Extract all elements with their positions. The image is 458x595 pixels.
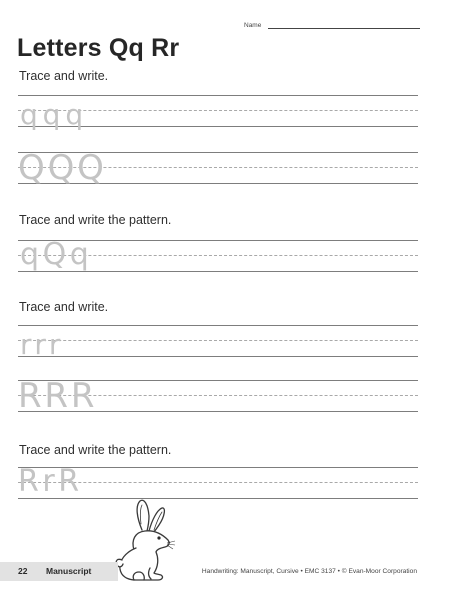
- instruction-3: Trace and write.: [19, 300, 109, 314]
- trace-letters-r-upper: R R R: [18, 376, 91, 416]
- publisher-credit: Handwriting: Manuscript, Cursive • EMC 3137 • © Evan-Moor Corporation: [201, 568, 417, 575]
- name-line[interactable]: [268, 28, 420, 29]
- section-label: Manuscript: [46, 566, 92, 576]
- name-field[interactable]: [244, 22, 420, 32]
- page-number: 22: [18, 566, 28, 576]
- trace-letters-q-lower: q q q: [20, 98, 82, 131]
- writing-row-6[interactable]: [18, 464, 418, 499]
- writing-row-1[interactable]: [18, 95, 418, 131]
- writing-row-3[interactable]: [18, 237, 418, 272]
- instruction-1: Trace and write.: [19, 69, 109, 83]
- page-title: Letters Qq Rr: [17, 34, 180, 62]
- name-label: Name: [244, 22, 262, 29]
- trace-letters-q-upper: Q Q Q: [18, 148, 100, 188]
- writing-row-4[interactable]: [18, 325, 418, 361]
- writing-row-5[interactable]: [18, 376, 418, 416]
- instruction-2: Trace and write the pattern.: [19, 213, 172, 227]
- trace-pattern-r: R r R: [18, 464, 77, 499]
- page-footer: [0, 562, 458, 584]
- trace-letters-r-lower: r r r: [20, 328, 58, 361]
- instruction-4: Trace and write the pattern.: [19, 443, 172, 457]
- trace-pattern-q: q Q q: [20, 237, 86, 272]
- writing-row-2[interactable]: [18, 148, 418, 188]
